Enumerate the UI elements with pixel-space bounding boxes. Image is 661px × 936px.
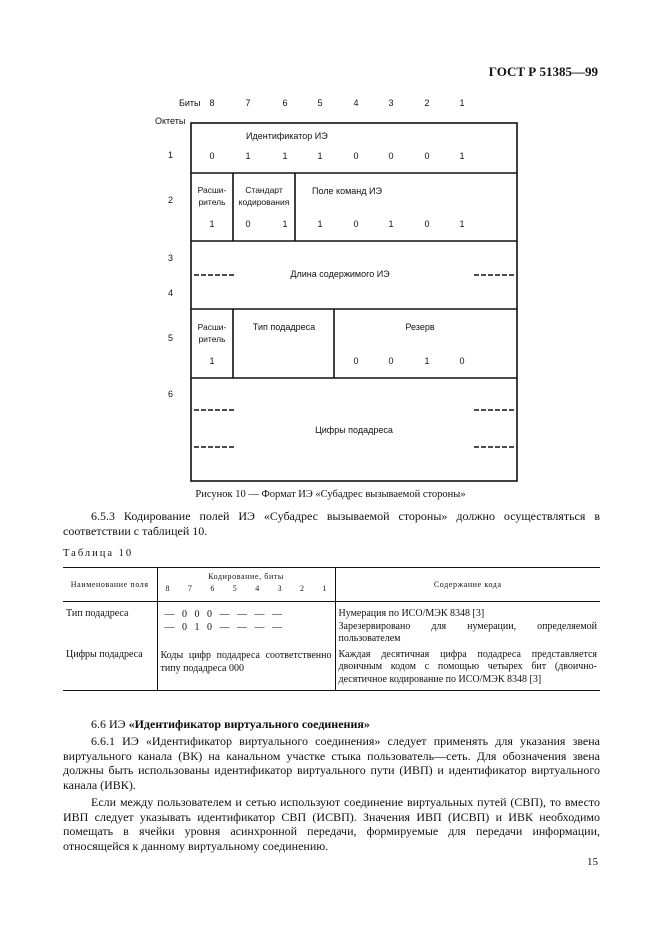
table-header-row — [63, 568, 600, 602]
octet-number: 4 — [168, 288, 174, 298]
bit-number: 4 — [353, 98, 359, 108]
header-bit-numbers — [162, 581, 331, 593]
extender-label: ритель — [198, 197, 226, 207]
code-value: — 0 1 0 — — — — — [164, 622, 282, 633]
bit-value: 1 — [282, 219, 288, 229]
bit-number: 5 — [232, 584, 237, 593]
subaddress-digits-label: Цифры подадреса — [315, 425, 393, 435]
header-content: Содержание кода — [433, 580, 502, 589]
bit-value: 1 — [459, 219, 465, 229]
paragraph-6-6-1: 6.6.1 ИЭ «Идентификатор виртуального соединения» следует применять для указания звена виртуального канала (ВК) на канальном участке стыка пользователь—сеть. Для обозначения звена должны быть использованы идентификатор виртуального пути (ИВП) и идентификатор виртуального канала (ИВК). — [63, 734, 600, 792]
table-10 — [63, 567, 600, 691]
bit-value: 1 — [282, 151, 288, 161]
code-description: Коды цифр подадреса соответственно типу подадреса 000 — [157, 646, 335, 691]
bit-value: 1 — [209, 356, 215, 366]
bit-value: 0 — [353, 356, 359, 366]
field-name: Цифры подадреса — [63, 646, 157, 691]
octet-number: 5 — [168, 333, 174, 343]
bit-value: 0 — [459, 356, 465, 366]
bit-number: 1 — [459, 98, 465, 108]
bit-number: 3 — [388, 98, 394, 108]
bit-number: 2 — [300, 584, 305, 593]
bit-value: 0 — [424, 219, 430, 229]
subaddress-type-label: Тип подадреса — [252, 322, 316, 332]
octets-label: Октеты — [155, 116, 186, 126]
standard-header: ГОСТ Р 51385—99 — [488, 64, 598, 79]
bit-number: 3 — [277, 584, 282, 593]
bit-number: 8 — [165, 584, 170, 593]
extender-label: ритель — [198, 334, 226, 344]
bit-number: 7 — [245, 98, 251, 108]
command-field-label: Поле команд ИЭ — [312, 186, 382, 196]
content-text: Нумерация по ИСО/МЭК 8348 [3] — [338, 608, 485, 619]
code-value: — 0 0 0 — — — — — [164, 609, 282, 620]
table-title: Таблица 10 — [63, 548, 134, 559]
header-coding-label: Кодирование, биты — [208, 572, 284, 581]
paragraph-6-6-1-continued: Если между пользователем и сетью используют соединение виртуальных путей (СВП), то вместо ИВП следует указывать идентификатор СВП (ИСВП). Значения ИВП (ИСВП) и ИВК необходимо помещать в ячейки уровня асинхронной передачи, формируемые для передачи информации, относящейся к данному виртуальному соединению. — [63, 795, 600, 853]
heading-number: 6.6 ИЭ — [91, 717, 129, 731]
content-text: Зарезервировано для нумерации, определяемой пользователем — [338, 620, 597, 644]
bit-value: 1 — [424, 356, 430, 366]
bit-value: 0 — [245, 219, 251, 229]
content-cell — [335, 602, 600, 646]
field-name: Тип подадреса — [63, 602, 157, 646]
bit-value: 1 — [245, 151, 251, 161]
bit-value: 0 — [388, 151, 394, 161]
bit-value: 1 — [388, 219, 394, 229]
extender-label: Расши- — [197, 185, 227, 195]
bit-number: 6 — [210, 584, 215, 593]
figure-caption: Рисунок 10 — Формат ИЭ «Субадрес вызываемой стороны» — [195, 489, 466, 500]
bit-value: 1 — [459, 151, 465, 161]
coding-cell — [157, 602, 335, 646]
octet-number: 2 — [168, 195, 174, 205]
bit-value: 0 — [353, 219, 359, 229]
bit-number: 5 — [317, 98, 323, 108]
coding-standard-label: Стандарт — [245, 185, 283, 195]
bit-number: 1 — [322, 584, 327, 593]
bit-number: 4 — [255, 584, 260, 593]
header-coding — [157, 568, 335, 602]
section-heading-6-6 — [91, 717, 370, 732]
reserve-label: Резерв — [405, 322, 435, 332]
table-row — [63, 646, 600, 691]
content-length-label: Длина содержимого ИЭ — [290, 269, 390, 279]
bits-label: Биты — [179, 98, 201, 108]
bit-value: 0 — [424, 151, 430, 161]
extender-label: Расши- — [197, 322, 227, 332]
ie-identifier-label: Идентификатор ИЭ — [246, 131, 328, 141]
content-text: Каждая десятичная цифра подадреса представляется двоичным кодом с помощью четырех бит (двоично-десятичное кодирование по ИСО/МЭК 8348 [3] — [338, 648, 597, 685]
table-row — [63, 602, 600, 646]
page-number: 15 — [587, 856, 598, 868]
coding-standard-label: кодирования — [238, 197, 290, 207]
octet-number: 6 — [168, 389, 174, 399]
octet-number: 3 — [168, 253, 174, 263]
bit-value: 0 — [353, 151, 359, 161]
header-field-name: Наименование поля — [63, 568, 157, 602]
bit-value: 1 — [209, 219, 215, 229]
bit-number: 7 — [187, 584, 192, 593]
heading-title: «Идентификатор виртуального соединения» — [128, 717, 370, 731]
octet-number: 1 — [168, 150, 174, 160]
bit-value: 1 — [317, 219, 323, 229]
bit-value: 0 — [388, 356, 394, 366]
bit-number: 8 — [209, 98, 215, 108]
bit-number: 2 — [424, 98, 430, 108]
paragraph-6-5-3: 6.5.3 Кодирование полей ИЭ «Субадрес вызываемой стороны» должно осуществляться в соответствии с таблицей 10. — [63, 509, 600, 538]
bit-value: 1 — [317, 151, 323, 161]
bit-number: 6 — [282, 98, 288, 108]
bit-value: 0 — [209, 151, 215, 161]
